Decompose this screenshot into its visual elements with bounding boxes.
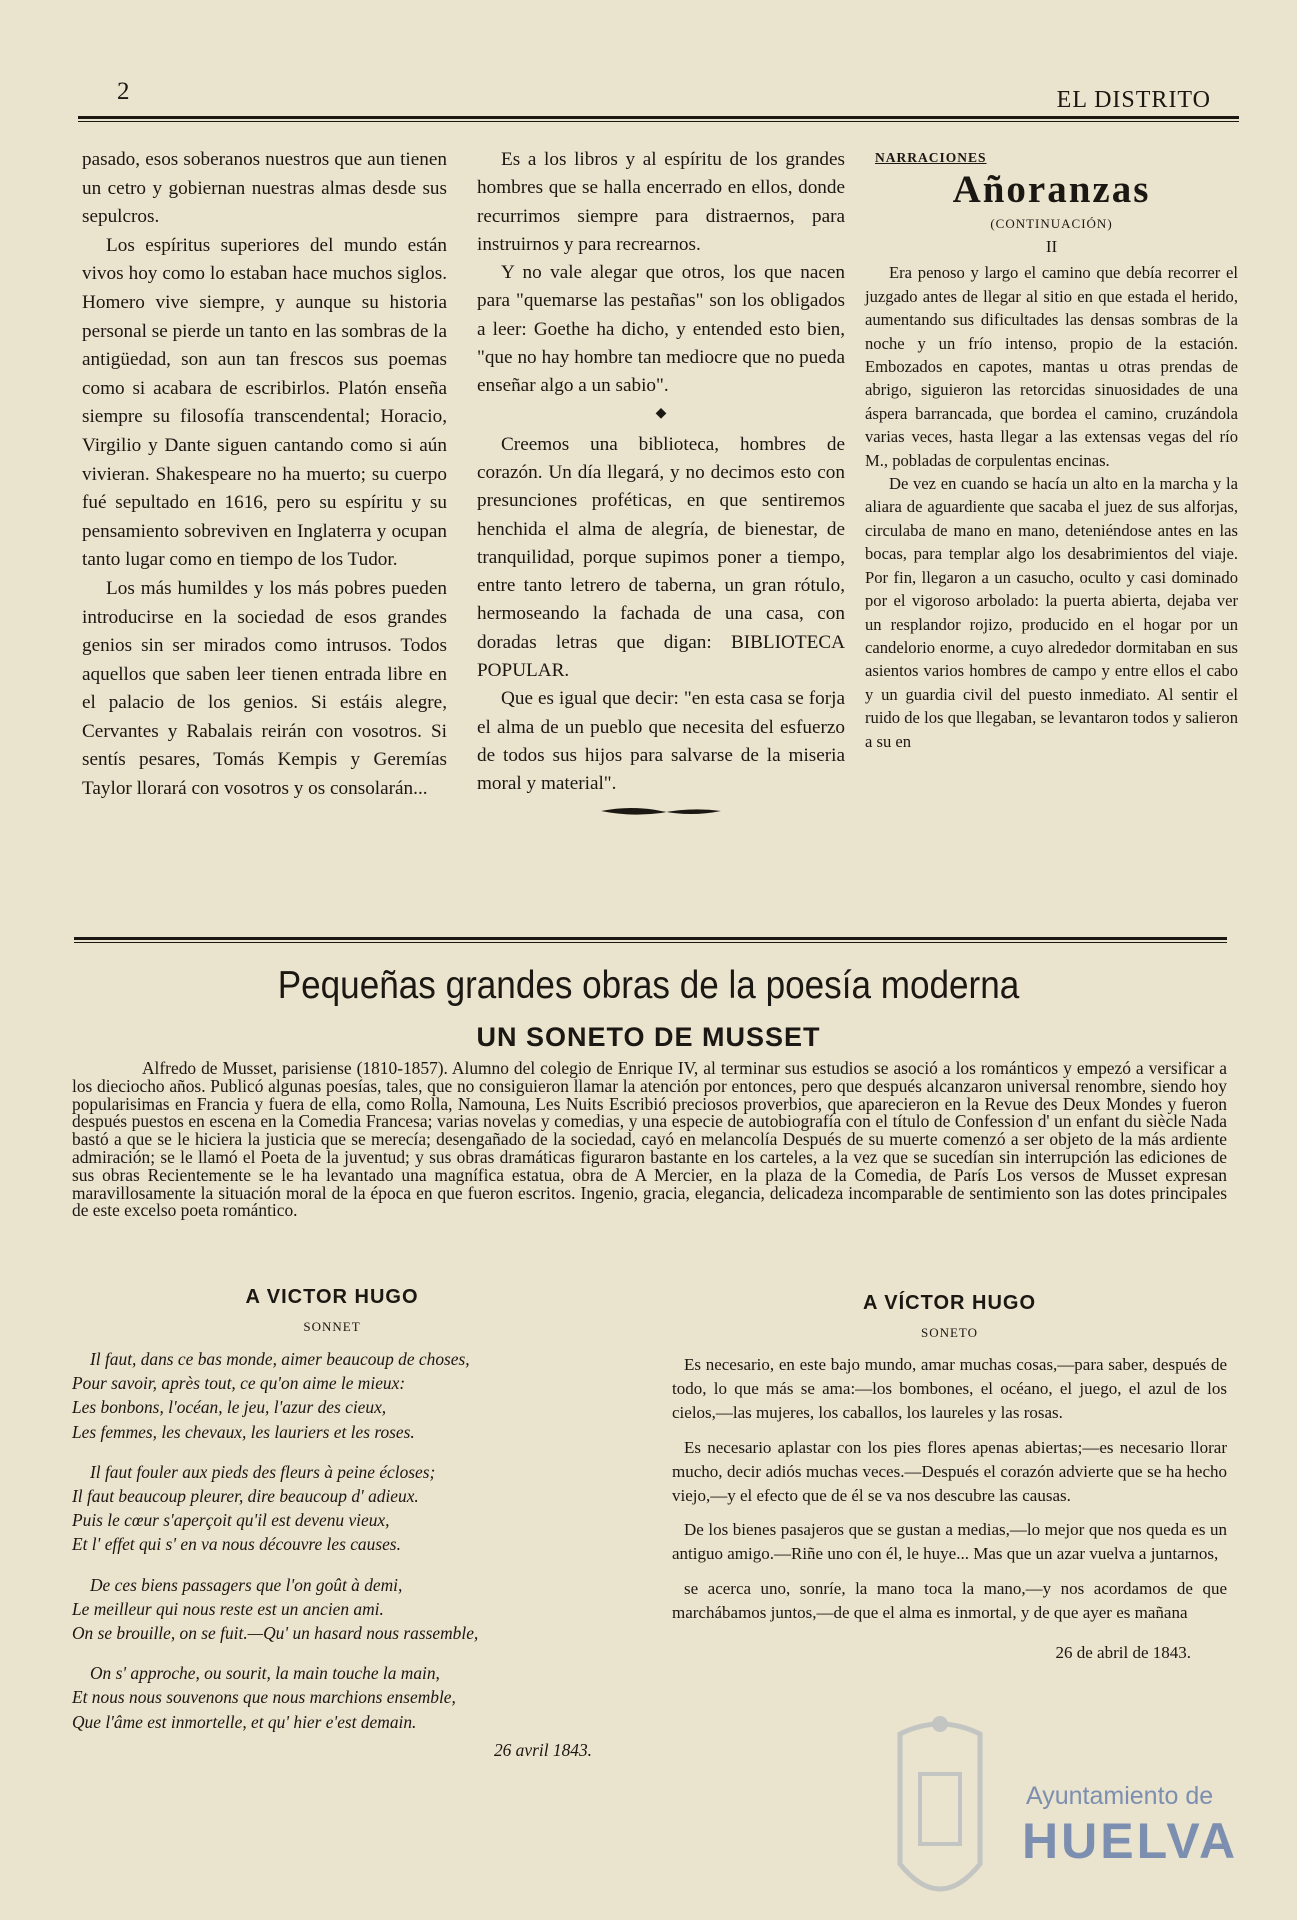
page-number: 2 bbox=[117, 78, 130, 105]
stanza bbox=[72, 1347, 592, 1444]
poem-es-date: 26 de abril de 1843. bbox=[1055, 1643, 1191, 1663]
stanza bbox=[72, 1573, 592, 1646]
poem-es-paragraph: se acerca uno, sonríe, la mano toca la mano,—y nos acordamos de que marchábamos juntos,—de que el alma es inmortal, y de que ayer es mañana bbox=[672, 1578, 1227, 1622]
poem-fr-date: 26 avril 1843. bbox=[493, 1739, 592, 1760]
col3-paragraph: De vez en cuando se hacía un alto en la marcha y la aliara de aguardiente que sacaba el juez de sus alforjas, circulaba de mano en mano, deteniéndose antes en las bocas, para templar algo los desabrimientos del viaje. Por fin, llegaron a un casucho, oculto y casi dominado por el vigoroso arbolado: la puerta abierta, dejaba ver un resplandor rojizo, producido en el hogar por un candelorio enorme, a cuyo alrededor dormitaban en sus asientos varios hombres de campo y entre ellos el cabo y un guardia civil del puesto inmediato. Al sentir el ruido de los que llegaban, se levantaron todos y salieron a su en bbox=[865, 474, 1238, 751]
verse-line: Les femmes, les chevaux, les lauriers et les roses. bbox=[72, 1421, 415, 1442]
intro-paragraph: Alfredo de Musset, parisiense (1810-1857). Alumno del colegio de Enrique IV, al terminar sus estudios se asoció a los románticos y empezó a versificar a los dieciocho años. Publicó algunas poesías, tales, que no consiguieron llamar la atención por entonces, pero que después alcanzaron universal renombre, siendo hoy popularisimas en Francia y fuera de ella, como Rolla, Namouna, Les Nuits Escribió preciosos proverbios, que aparecieron en la Revue des Deux Mondes y fueron después puestos en escena en la Comedia Francesa; varias novelas y comedias, y una especie de autobiografía con el título de Confession d' un enfant du siècle Nada bastó a que se le hiciera la justicia que se merecía; desengañado de la sociedad, cayó en melancolía Después de su muerte comenzó a ser objeto de la más ardiente admiración; se le llamó el Poeta de la juventud; y sus obras dramáticas figuraron bastante en los carteles, a la vez que se sucedían sin interrupción las ediciones de sus obras Recientemente se le ha levantado una magnífica estatua, obra de A Mercier, en la plaza de la Comedia, de París Los versos de Musset expresan maravillosamente la situación moral de la época en que fueron escritos. Ingenio, gracia, elegancia, delicadeza incomparable de sentimiento son las dotes principales de este excelso poeta romántico. bbox=[72, 1058, 1227, 1221]
chapter-number: II bbox=[1045, 237, 1058, 257]
verse-line: On s' approche, ou sourit, la main touche la main, bbox=[90, 1663, 440, 1684]
verse-line: Les bonbons, l'océan, le jeu, l'azur des cieux, bbox=[72, 1397, 387, 1418]
column-3 bbox=[865, 146, 1238, 753]
newspaper-name: EL DISTRITO bbox=[1056, 87, 1211, 113]
verse-line: Il faut beaucoup pleurer, dire beaucoup d' adieux. bbox=[72, 1486, 419, 1507]
stanza bbox=[72, 1460, 592, 1557]
end-ornament-icon bbox=[601, 803, 721, 819]
verse-line: De ces biens passagers que l'on goût à demi, bbox=[90, 1574, 403, 1595]
poem-french bbox=[72, 1286, 592, 1761]
col1-paragraph: Los más humildes y los más pobres pueden introducirse en la sociedad de esos grandes genios sin ser mirados como intrusos. Todos aquellos que saben leer tienen entrada libre en el palacio de los genios. Si estáis alegre, Cervantes y Rabalais reirán con vosotros. Si sentís pesares, Tomás Kempis y Geremías Taylor llorará con vosotros y os consolarán... bbox=[82, 577, 447, 800]
poem-es-paragraph: De los bienes pasajeros que se gustan a medias,—lo mejor que nos queda es un antiguo amigo.—Riñe uno con él, le huye... Mas que un azar vuelva a juntarnos, bbox=[672, 1520, 1227, 1564]
verse-line: Et l' effet qui s' en va nous découvre les causes. bbox=[72, 1534, 401, 1555]
poem-fr-subtitle: SONNET bbox=[303, 1319, 361, 1334]
column-1 bbox=[82, 146, 447, 804]
poem-spanish bbox=[672, 1292, 1227, 1663]
header-rule bbox=[78, 116, 1239, 119]
feature-title: Pequeñas grandes obras de la poesía moderna bbox=[277, 964, 1020, 1007]
col2-paragraph: Y no vale alegar que otros, los que nacen para "quemarse las pestañas" son los obligados a leer: Goethe ha dicho, y entended esto bien, "que no hay hombre tan mediocre que no pueda enseñar algo a un sabio". bbox=[477, 262, 845, 397]
continued-label: (CONTINUACIÓN) bbox=[990, 216, 1113, 232]
watermark-line1: Ayuntamiento de bbox=[1026, 1782, 1214, 1810]
section-label: NARRACIONES bbox=[875, 150, 987, 165]
feature-subtitle: UN SONETO DE MUSSET bbox=[476, 1022, 821, 1052]
verse-line: Pour savoir, après tout, ce qu'on aime le mieux: bbox=[72, 1373, 406, 1394]
verse-line: Et nous nous souvenons que nous marchions ensemble, bbox=[72, 1687, 456, 1708]
header-rule-thin bbox=[78, 121, 1239, 122]
verse-line: Il faut, dans ce bas monde, aimer beaucoup de choses, bbox=[90, 1349, 470, 1369]
stanza bbox=[72, 1661, 592, 1734]
verse-line: Que l'âme est inmortelle, et qu' hier e'est demain. bbox=[72, 1711, 417, 1732]
poem-fr-title: A VICTOR HUGO bbox=[245, 1286, 419, 1308]
column-2 bbox=[477, 146, 845, 819]
col2-paragraph: Que es igual que decir: "en esta casa se forja el alma de un pueblo que necesita del esfuerzo de todos sus hijos para salvarse de la miseria moral y material". bbox=[477, 688, 845, 795]
verse-line: Il faut fouler aux pieds des fleurs à peine écloses; bbox=[90, 1461, 436, 1482]
story-title: Añoranzas bbox=[952, 168, 1151, 212]
verse-line: Puis le cœur s'aperçoit qu'il est devenu vieux, bbox=[72, 1510, 390, 1531]
verse-line: Le meilleur qui nous reste est un ancien ami. bbox=[72, 1598, 384, 1619]
diamond-separator-icon: ◆ bbox=[655, 405, 667, 421]
col2-paragraph: Es a los libros y al espíritu de los grandes hombres que se halla encerrado en ellos, donde recurrimos siempre para distraernos, para instruirnos y para recrearnos. bbox=[477, 149, 845, 255]
verse-line: On se brouille, on se fuit.—Qu' un hasard nous rassemble, bbox=[72, 1623, 479, 1644]
section-divider bbox=[74, 937, 1227, 940]
poem-es-paragraph: Es necesario, en este bajo mundo, amar muchas cosas,—para saber, después de todo, lo que más se ama:—los bombones, el océano, el juego, el azul de los cielos,—las mujeres, los caballos, los laureles y las rosas. bbox=[672, 1355, 1227, 1423]
section-divider-thin bbox=[74, 942, 1227, 943]
col1-paragraph: pasado, esos soberanos nuestros que aun tienen un cetro y gobiernan nuestras almas desde sus sepulcros. bbox=[82, 149, 447, 228]
col1-paragraph: Los espíritus superiores del mundo están vivos hoy como lo estaban hace muchos siglos. Homero vive siempre, y aunque su historia personal se pierde un tanto en las sombras de la antigüedad, son aun tan frescos sus poemas como si acabara de escribirlos. Platón enseña siempre su filosofía transcendental; Horacio, Virgilio y Dante siguen cantando como si aún vivieran. Shakespeare no ha muerto; su cuerpo fué sepultado en 1616, pero su espíritu y su pensamiento sobreviven en Inglaterra y ocupan tanto lugar como en tiempo de los Tudor. bbox=[82, 234, 447, 571]
watermark-line2: HUELVA bbox=[1022, 1813, 1239, 1869]
col2-paragraph: Creemos una biblioteca, hombres de corazón. Un día llegará, y no decimos esto con presunciones proféticas, en que sentiremos henchida el alma de alegría, de bienestar, de tranquilidad, porque supimos poner a tiempo, entre tanto letrero de taberna, un gran rótulo, hermoseando la fachada de una casa, con doradas letras que digan: BIBLIOTECA POPULAR. bbox=[477, 433, 845, 682]
poem-es-paragraph: Es necesario aplastar con los pies flores apenas abiertas;—es necesario llorar mucho, decir adiós muchas veces.—Después el corazón advierte que se ha hecho viejo,—y el efecto que de él se va nos descubre las causas. bbox=[672, 1437, 1227, 1506]
feature-intro bbox=[72, 1060, 1227, 1220]
poem-es-subtitle: SONETO bbox=[920, 1325, 979, 1340]
poem-es-title: A VÍCTOR HUGO bbox=[862, 1292, 1036, 1314]
col3-paragraph: Era penoso y largo el camino que debía recorrer el juzgado antes de llegar al sitio en que estada el herido, aumentando sus dificultades las densas sombras de la noche y un frío intenso, propio de la estación. Embozados en capotes, mantas u otras prendas de abrigo, siguieron las retorcidas sinuosidades de una áspera barrancada, que bordea el camino, cruzándola varias veces, hasta llegar a las extensas vegas del río M., pobladas de corpulentas encinas. bbox=[865, 263, 1238, 470]
